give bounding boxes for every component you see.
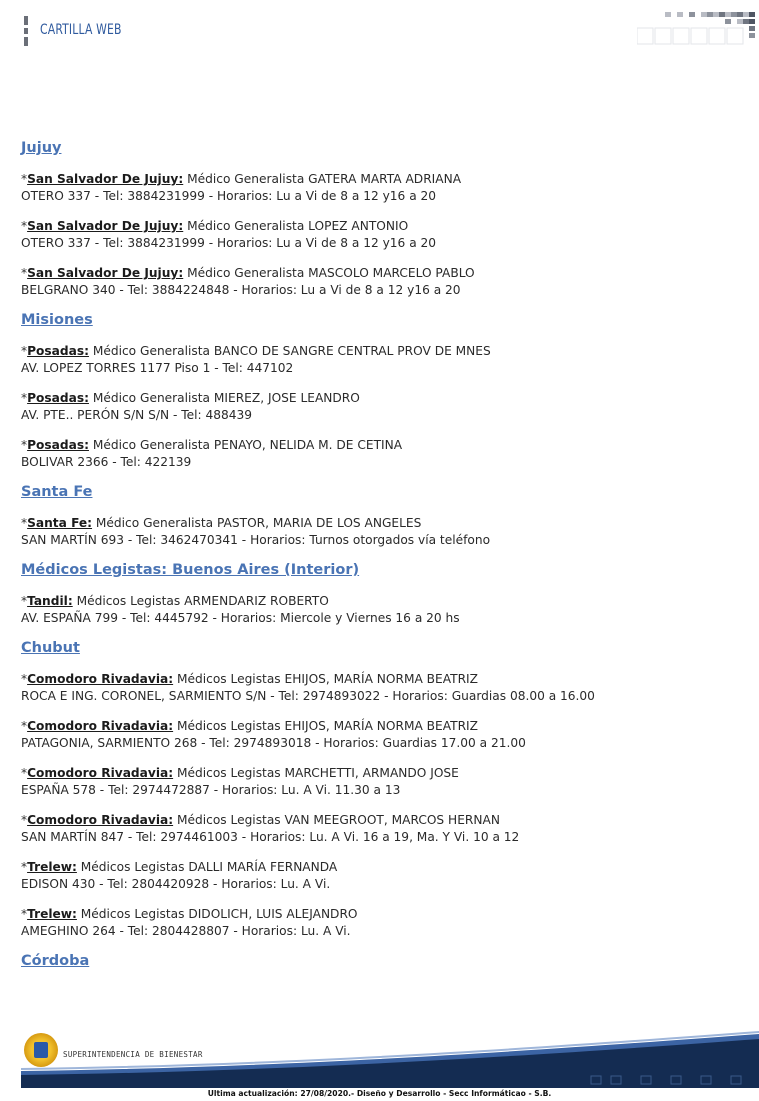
provider-description: Médico Generalista LOPEZ ANTONIO: [187, 219, 409, 233]
provider-description: Médico Generalista BANCO DE SANGRE CENTRAL PROV DE MNES: [92, 344, 491, 358]
bullet-marker: *: [21, 344, 28, 358]
provider-address: OTERO 337 - Tel: 3884231999 - Horarios: Lu a Vi de 8 a 12 y16 a 20: [21, 189, 437, 203]
provider-description: Médico Generalista GATERA MARTA ADRIANA: [187, 172, 462, 186]
provider-description: Médicos Legistas DIDOLICH, LUIS ALEJANDRO: [80, 907, 358, 921]
provider-description: Médico Generalista PASTOR, MARIA DE LOS ANGELES: [95, 516, 422, 530]
list-item: [21, 671, 741, 705]
directory-content: [21, 140, 741, 984]
list-item: [21, 593, 741, 627]
bullet-marker: *: [21, 219, 28, 233]
list-item: [21, 437, 741, 471]
provider-description: Médico Generalista MIEREZ, JOSE LEANDRO: [92, 391, 360, 405]
bullet-marker: *: [21, 438, 28, 452]
city-link[interactable]: Trelew:: [27, 907, 77, 921]
section-title[interactable]: Santa Fe: [21, 484, 93, 500]
organization-name: SUPERINTENDENCIA DE BIENESTAR: [63, 1050, 203, 1059]
list-item: [21, 906, 741, 940]
header-pattern-icon: [637, 12, 757, 46]
city-link[interactable]: Posadas:: [27, 391, 89, 405]
bullet-marker: *: [21, 594, 28, 608]
list-item: [21, 171, 741, 205]
city-link[interactable]: Santa Fe:: [27, 516, 93, 530]
city-link[interactable]: Comodoro Rivadavia:: [27, 766, 174, 780]
footer-banner: [21, 1030, 759, 1088]
city-link[interactable]: San Salvador De Jujuy:: [27, 172, 184, 186]
list-item: [21, 265, 741, 299]
provider-address: BELGRANO 340 - Tel: 3884224848 - Horarios: Lu a Vi de 8 a 12 y16 a 20: [21, 283, 461, 297]
provider-description: Médicos Legistas MARCHETTI, ARMANDO JOSE: [176, 766, 459, 780]
provider-address: AMEGHINO 264 - Tel: 2804428807 - Horarios: Lu. A Vi.: [21, 924, 351, 938]
list-item: [21, 343, 741, 377]
institution-seal-icon: [24, 1033, 58, 1067]
provider-description: Médicos Legistas EHIJOS, MARÍA NORMA BEATRIZ: [176, 719, 478, 733]
page-title: CARTILLA WEB: [40, 22, 122, 38]
bullet-marker: *: [21, 907, 28, 921]
list-item: [21, 859, 741, 893]
bullet-marker: *: [21, 672, 28, 686]
city-link[interactable]: Posadas:: [27, 438, 89, 452]
header-accent-bar: [24, 16, 28, 46]
city-link[interactable]: Comodoro Rivadavia:: [27, 813, 174, 827]
provider-address: ESPAÑA 578 - Tel: 2974472887 - Horarios: Lu. A Vi. 11.30 a 13: [21, 783, 401, 797]
provider-description: Médico Generalista MASCOLO MARCELO PABLO: [187, 266, 475, 280]
provider-address: EDISON 430 - Tel: 2804420928 - Horarios: Lu. A Vi.: [21, 877, 331, 891]
city-link[interactable]: Tandil:: [27, 594, 73, 608]
provider-address: AV. PTE.. PERÓN S/N S/N - Tel: 488439: [21, 408, 252, 422]
list-item: [21, 812, 741, 846]
bullet-marker: *: [21, 172, 28, 186]
list-item: [21, 718, 741, 752]
provider-address: SAN MARTÍN 847 - Tel: 2974461003 - Horarios: Lu. A Vi. 16 a 19, Ma. Y Vi. 10 a 12: [21, 830, 520, 844]
city-link[interactable]: Comodoro Rivadavia:: [27, 672, 174, 686]
city-link[interactable]: Comodoro Rivadavia:: [27, 719, 174, 733]
provider-address: AV. ESPAÑA 799 - Tel: 4445792 - Horarios: Miercole y Viernes 16 a 20 hs: [21, 611, 460, 625]
provider-address: SAN MARTÍN 693 - Tel: 3462470341 - Horarios: Turnos otorgados vía teléfono: [21, 533, 491, 547]
provider-description: Médicos Legistas VAN MEEGROOT, MARCOS HERNAN: [176, 813, 500, 827]
provider-address: BOLIVAR 2366 - Tel: 422139: [21, 455, 192, 469]
section-title[interactable]: Chubut: [21, 640, 80, 656]
city-link[interactable]: Posadas:: [27, 344, 89, 358]
list-item: [21, 218, 741, 252]
provider-description: Médicos Legistas DALLI MARÍA FERNANDA: [80, 860, 338, 874]
city-link[interactable]: San Salvador De Jujuy:: [27, 219, 184, 233]
bullet-marker: *: [21, 719, 28, 733]
section-title[interactable]: Jujuy: [21, 140, 62, 156]
list-item: [21, 515, 741, 549]
footer-wave-graphic: [21, 1030, 759, 1088]
provider-address: AV. LOPEZ TORRES 1177 Piso 1 - Tel: 447102: [21, 361, 294, 375]
section-title[interactable]: Misiones: [21, 312, 93, 328]
provider-description: Médicos Legistas ARMENDARIZ ROBERTO: [76, 594, 329, 608]
provider-address: PATAGONIA, SARMIENTO 268 - Tel: 2974893018 - Horarios: Guardias 17.00 a 21.00: [21, 736, 526, 750]
city-link[interactable]: Trelew:: [27, 860, 77, 874]
provider-description: Médico Generalista PENAYO, NELIDA M. DE CETINA: [92, 438, 403, 452]
bullet-marker: *: [21, 516, 28, 530]
section-title[interactable]: Médicos Legistas: Buenos Aires (Interior): [21, 562, 360, 578]
provider-description: Médicos Legistas EHIJOS, MARÍA NORMA BEATRIZ: [176, 672, 478, 686]
bullet-marker: *: [21, 813, 28, 827]
last-update-note: Ultima actualización: 27/08/2020.- Diseño y Desarrollo - Secc Informáticao - S.B.: [207, 1089, 552, 1098]
bullet-marker: *: [21, 860, 28, 874]
provider-address: OTERO 337 - Tel: 3884231999 - Horarios: Lu a Vi de 8 a 12 y16 a 20: [21, 236, 437, 250]
list-item: [21, 390, 741, 424]
provider-address: ROCA E ING. CORONEL, SARMIENTO S/N - Tel: 2974893022 - Horarios: Guardias 08.00 a 16.00: [21, 689, 595, 703]
section-title[interactable]: Córdoba: [21, 953, 90, 969]
city-link[interactable]: San Salvador De Jujuy:: [27, 266, 184, 280]
bullet-marker: *: [21, 766, 28, 780]
bullet-marker: *: [21, 391, 28, 405]
list-item: [21, 765, 741, 799]
bullet-marker: *: [21, 266, 28, 280]
